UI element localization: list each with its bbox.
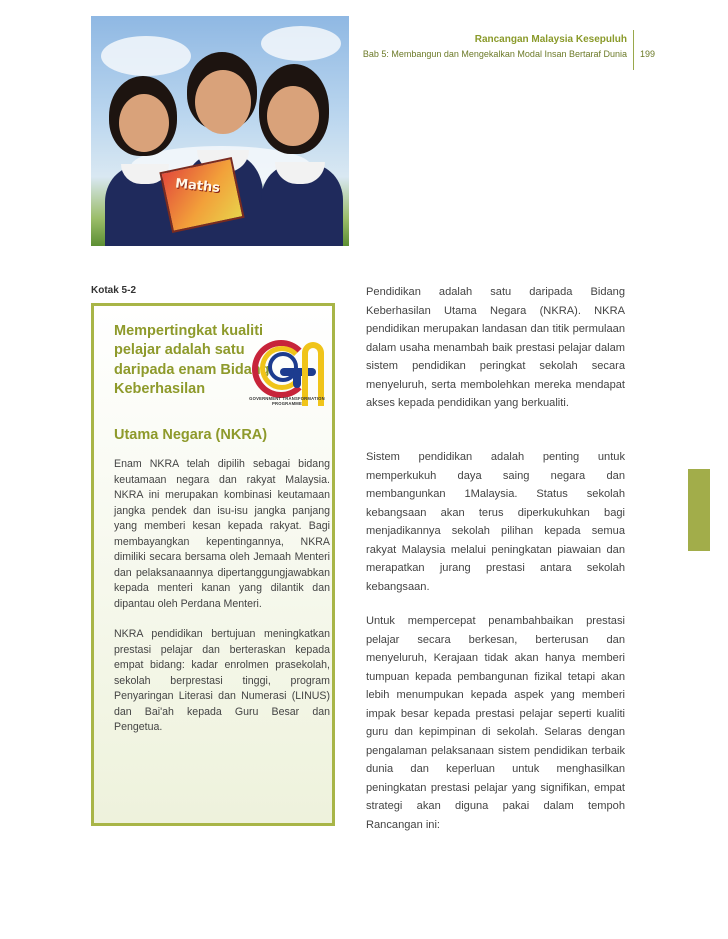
box-paragraph: NKRA pendidikan bertujuan meningkatkan prestasi pelajar dan berteraskan kepada empat bidang: kadar enrolmen prasekolah, sekolah berprestasi tinggi, program Penyaringan Literasi dan Numerasi (LINUS) dan Bai'ah kepada Guru Besar dan Pengetua. <box>114 628 330 733</box>
chapter-tab <box>688 469 710 551</box>
box-label: Kotak 5-2 <box>91 285 137 296</box>
box-title-last-line: Utama Negara (NKRA) <box>114 427 268 443</box>
sidebar-box <box>91 303 335 826</box>
running-header-title: Rancangan Malaysia Kesepuluh <box>474 34 627 45</box>
gtp-logo <box>240 330 335 416</box>
box-title: Mempertingkat kualiti pelajar adalah satu daripada enam Bidang Keberhasilan <box>114 323 270 397</box>
body-paragraph: Sistem pendidikan adalah penting untuk memperkukuh daya saing negara dan membangunkan 1Malaysia. Status sekolah kebangsaan akan terus diperkukuhkan bagi menjadikannya sekolah pilihan kepada semua rakyat Malaysia melalui peningkatan piawaian dan merapatkan jurang prestasi antara sekolah kebangsaan. <box>366 451 625 593</box>
page-number: 199 <box>640 49 656 59</box>
box-paragraph: Enam NKRA telah dipilih sebagai bidang keutamaan negara dan rakyat Malaysia. NKRA ini merupakan kombinasi keutamaan jangka pendek dan isu-isu jangka panjang yang memberi kesan kepada rakyat. Bagi membayangkan kepentingannya, NKRA dimiliki secara bersama oleh Jemaah Menteri dan pelaksanaannya dipertanggungjawabkan kepada menteri kanan yang dilantik dan dipantau oleh Perdana Menteri. <box>114 458 330 610</box>
schoolchildren-photo <box>91 16 349 246</box>
running-header-subtitle: Bab 5: Membangun dan Mengekalkan Modal Insan Bertaraf Dunia <box>362 49 627 59</box>
book-title: Maths <box>174 176 221 197</box>
body-paragraph: Pendidikan adalah satu daripada Bidang Keberhasilan Utama Negara (NKRA). NKRA pendidikan merupakan landasan dan titik permulaan dalam usaha menambah baik prestasi pelajar dalam sistem pendidikan peringkat sekolah secara menyeluruh, serta membolehkan mereka mendapat akses kepada pendidikan yang berkualiti. <box>366 286 625 409</box>
body-paragraph: Untuk mempercepat penambahbaikan prestasi pelajar secara berkesan, berterusan dan menyeluruh, Kerajaan tidak akan hanya memberi tumpuan kepada pembangunan fizikal tetapi akan lebih menumpukan kepada aspek yang memberi impak besar kepada prestasi pelajar seperti kualiti guru dan kepimpinan di sekolah. Selaras dengan pengalaman pelaksanaan sistem pendidikan terbaik dunia dan keperluan untuk menghasilkan peningkatan prestasi pelajar yang signifikan, empat strategi akan diguna pakai dalam tempoh Rancangan ini: <box>366 615 625 831</box>
gtp-logo-text: GOVERNMENT TRANSFORMATION PROGRAMME <box>249 396 325 407</box>
header-divider <box>633 30 634 70</box>
